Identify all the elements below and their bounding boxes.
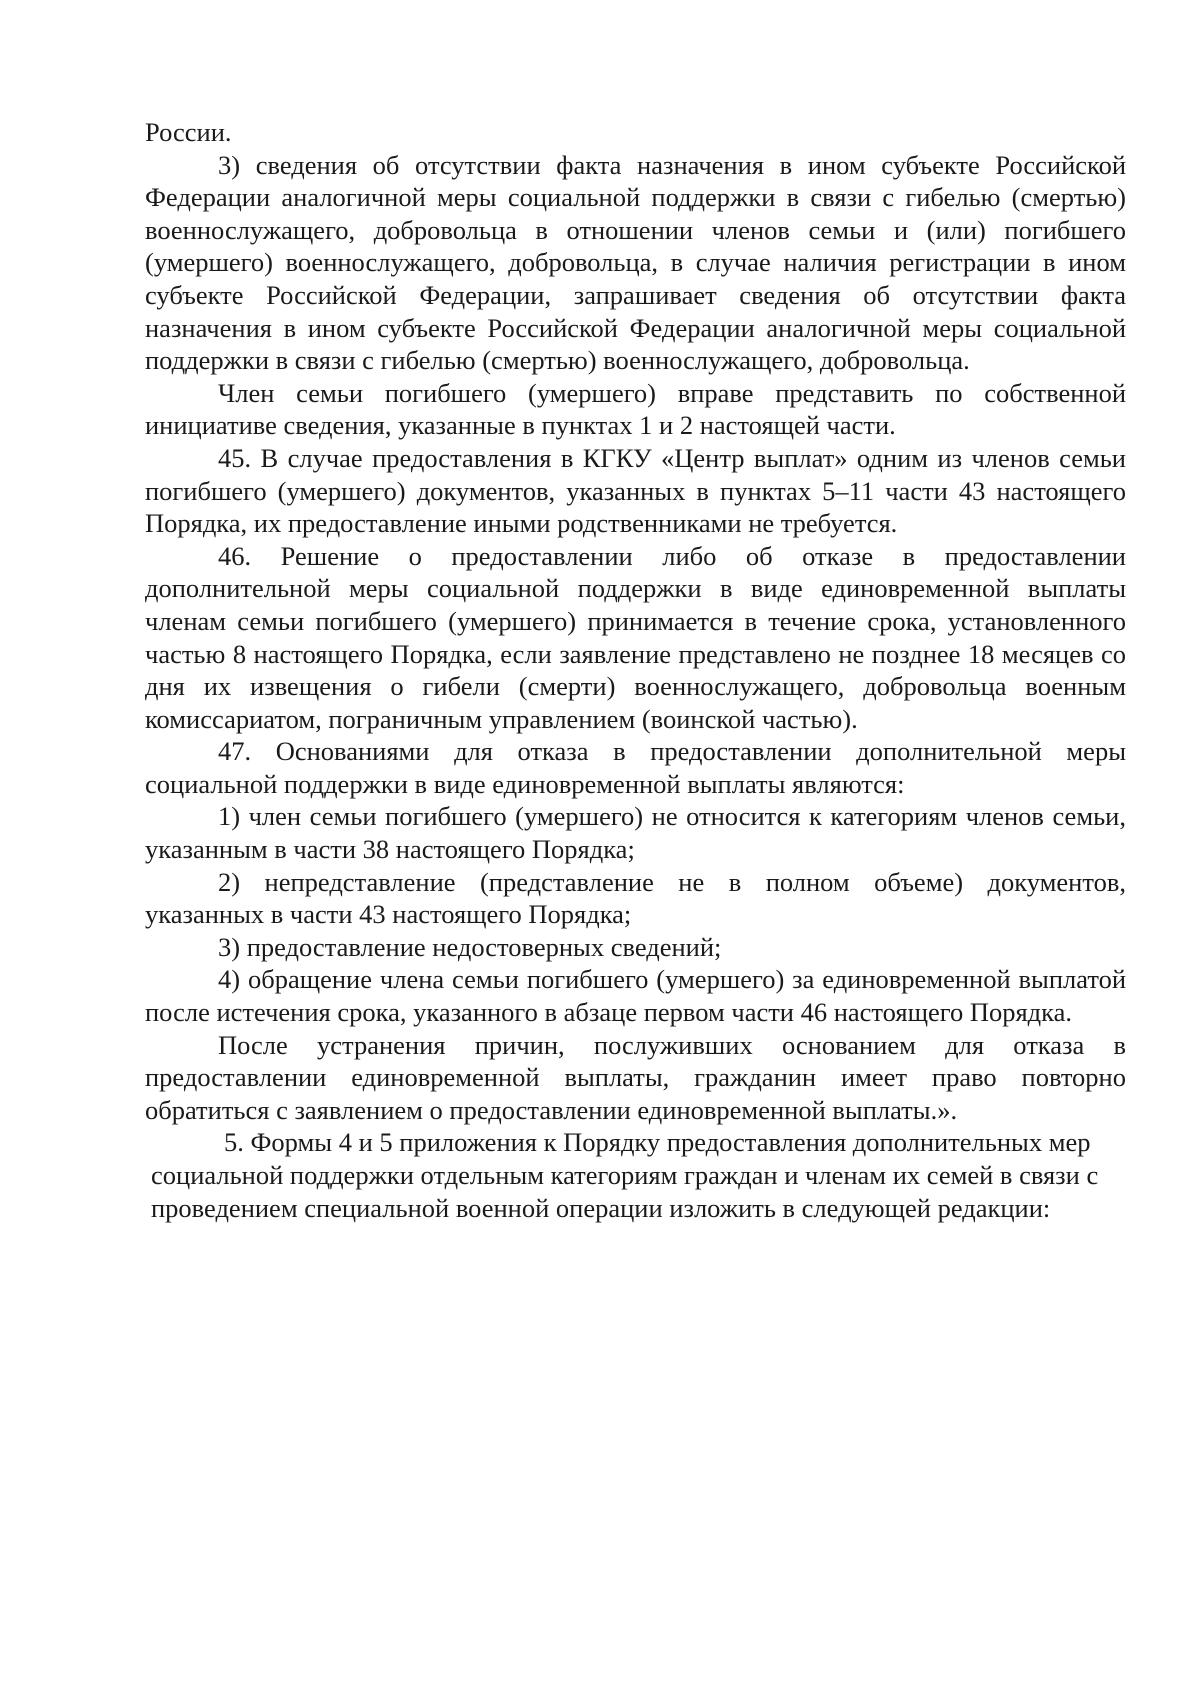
paragraph-47: 47. Основаниями для отказа в предоставлении дополнительной меры социальной поддержки в виде единовременной выплаты являются: [145, 736, 1126, 799]
paragraph-continuation: России. [145, 117, 232, 147]
paragraph-section-5: 5. Формы 4 и 5 приложения к Порядку предоставления дополнительных мер социальной поддержки отдельным категориям граждан и членам их семей в связи с проведением специальной военной операции изложить в следующей редакции: [151, 1127, 1099, 1223]
paragraph-47-item-1: 1) член семьи погибшего (умершего) не относится к категориям членов семьи, указанным в части 38 настоящего Порядка; [145, 801, 1126, 865]
document-body [145, 116, 1126, 1224]
paragraph-item-3-info: 3) сведения об отсутствии факта назначения в ином субъекте Российской Федерации аналогичной меры социальной поддержки в связи с гибелью (смертью) военнослужащего, добровольца в отношении членов семьи и (или) погибшего (умершего) военнослужащего, добровольца, в случае наличия регистрации в ином субъекте Российской Федерации, запрашивает сведения об отсутствии факта назначения в ином субъекте Российской Федерации аналогичной меры социальной поддержки в связи с гибелью (смертью) военнослужащего, добровольца. [145, 149, 1126, 376]
paragraph-47-item-4: 4) обращение члена семьи погибшего (умершего) за единовременной выплатой после истечения срока, указанного в абзаце первом части 46 настоящего Порядка. [145, 964, 1126, 1028]
paragraph-46: 46. Решение о предоставлении либо об отказе в предоставлении дополнительной меры социальной поддержки в виде единовременной выплаты членам семьи погибшего (умершего) принимается в течение срока, установленного частью 8 настоящего Порядка, если заявление представлено не позднее 18 месяцев со дня их извещения о гибели (смерти) военнослужащего, добровольца военным комиссариатом, пограничным управлением (воинской частью). [145, 540, 1126, 734]
paragraph-45: 45. В случае предоставления в КГКУ «Центр выплат» одним из членов семьи погибшего (умершего) документов, указанных в пунктах 5–11 части 43 настоящего Порядка, их предоставление иными родственниками не требуется. [145, 442, 1126, 539]
paragraph-47-item-3: 3) предоставление недостоверных сведений; [218, 931, 722, 962]
paragraph-family-member-right: Член семьи погибшего (умершего) вправе представить по собственной инициативе сведения, указанные в пунктах 1 и 2 настоящей части. [145, 377, 1126, 441]
paragraph-after-elimination: После устранения причин, послуживших основанием для отказа в предоставлении единовременной выплаты, гражданин имеет право повторно обратиться с заявлением о предоставлении единовременной выплаты.». [145, 1029, 1126, 1125]
paragraph-47-item-2: 2) непредставление (представление не в полном объеме) документов, указанных в части 43 настоящего Порядка; [145, 866, 1126, 930]
